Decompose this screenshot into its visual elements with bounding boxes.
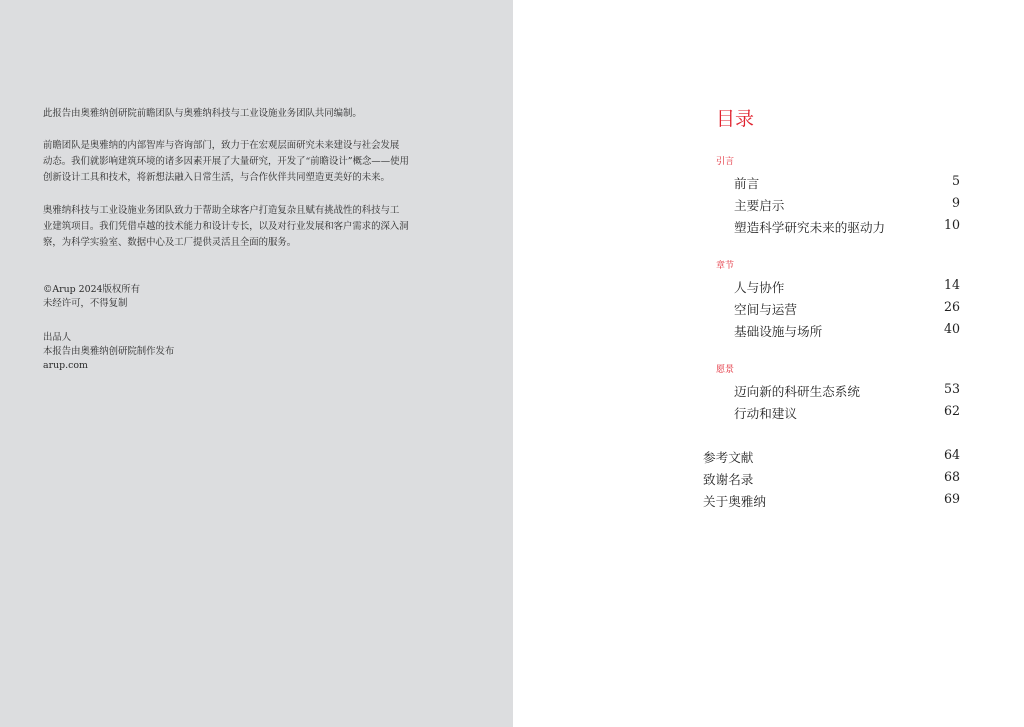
toc-entry-page: 68: [943, 469, 960, 484]
toc-entry[interactable]: [734, 277, 960, 297]
toc-entry-label: 人与协作: [734, 280, 785, 295]
toc-entry[interactable]: [734, 195, 960, 215]
publisher-label: 出品人: [43, 332, 72, 343]
toc-entry-label: 参考文献: [703, 450, 754, 465]
toc-entry-page: 64: [943, 447, 960, 462]
toc-entry[interactable]: [734, 217, 960, 237]
toc-entry-label: 行动和建议: [734, 406, 797, 421]
toc-entry[interactable]: [734, 381, 960, 401]
toc-entry-label: 塑造科学研究未来的驱动力: [734, 220, 886, 235]
toc-entry[interactable]: [734, 321, 960, 341]
toc-entry-label: 主要启示: [734, 198, 785, 213]
foresight-line-3: 创新设计工具和技术，将新想法融入日常生活，与合作伙伴共同塑造更美好的未来。: [43, 172, 390, 183]
toc-entry[interactable]: [734, 299, 960, 319]
toc-entry-references[interactable]: [703, 447, 960, 467]
toc-entry-page: 69: [943, 491, 960, 506]
toc-entry[interactable]: [734, 403, 960, 423]
toc-entry-page: 5: [951, 173, 960, 188]
toc-entry-page: 62: [943, 403, 960, 418]
section-label-intro: 引言: [716, 157, 735, 167]
website-text: arup.com: [43, 360, 88, 371]
toc-entry-label: 迈向新的科研生态系统: [734, 384, 860, 399]
toc-entry-page: 40: [943, 321, 960, 336]
right-page: [513, 0, 1024, 727]
toc-entry-page: 9: [951, 195, 960, 210]
toc-entry-page: 53: [943, 381, 960, 396]
foresight-line-2: 动态。我们就影响建筑环境的诸多因素开展了大量研究，开发了“前瞻设计”概念——使用: [43, 156, 409, 167]
toc-entry-label: 前言: [734, 176, 760, 191]
no-copy-text: 未经许可，不得复制: [43, 298, 128, 309]
toc-entry-label: 关于奥雅纳: [703, 494, 766, 509]
foresight-line-1: 前瞻团队是奥雅纳的内部智库与咨询部门，致力于在宏观层面研究未来建设与社会发展: [43, 140, 400, 151]
toc-entry-label: 致谢名录: [703, 472, 754, 487]
team-line-1: 奥雅纳科技与工业设施业务团队致力于帮助全球客户打造复杂且赋有挑战性的科技与工: [43, 205, 400, 216]
toc-entry-page: 14: [943, 277, 960, 292]
intro-text: 此报告由奥雅纳创研院前瞻团队与奥雅纳科技与工业设施业务团队共同编制。: [43, 108, 362, 119]
team-line-3: 察，为科学实验室、数据中心及工厂提供灵活且全面的服务。: [43, 237, 297, 248]
toc-entry-page: 10: [943, 217, 960, 232]
section-label-vision: 愿景: [716, 365, 735, 375]
publisher-text: 本报告由奥雅纳创研院制作发布: [43, 346, 175, 357]
copyright-text: ©Arup 2024版权所有: [43, 284, 141, 295]
toc-title: 目录: [716, 108, 755, 130]
toc-entry-acknowledgements[interactable]: [703, 469, 960, 489]
toc-entry-about-arup[interactable]: [703, 491, 960, 511]
toc-entry-page: 26: [943, 299, 960, 314]
toc-entry-label: 空间与运营: [734, 302, 797, 317]
toc-entry-label: 基础设施与场所: [734, 324, 823, 339]
section-label-chapters: 章节: [716, 261, 735, 271]
team-line-2: 业建筑项目。我们凭借卓越的技术能力和设计专长，以及对行业发展和客户需求的深入洞: [43, 221, 409, 232]
toc-entry[interactable]: [734, 173, 960, 193]
